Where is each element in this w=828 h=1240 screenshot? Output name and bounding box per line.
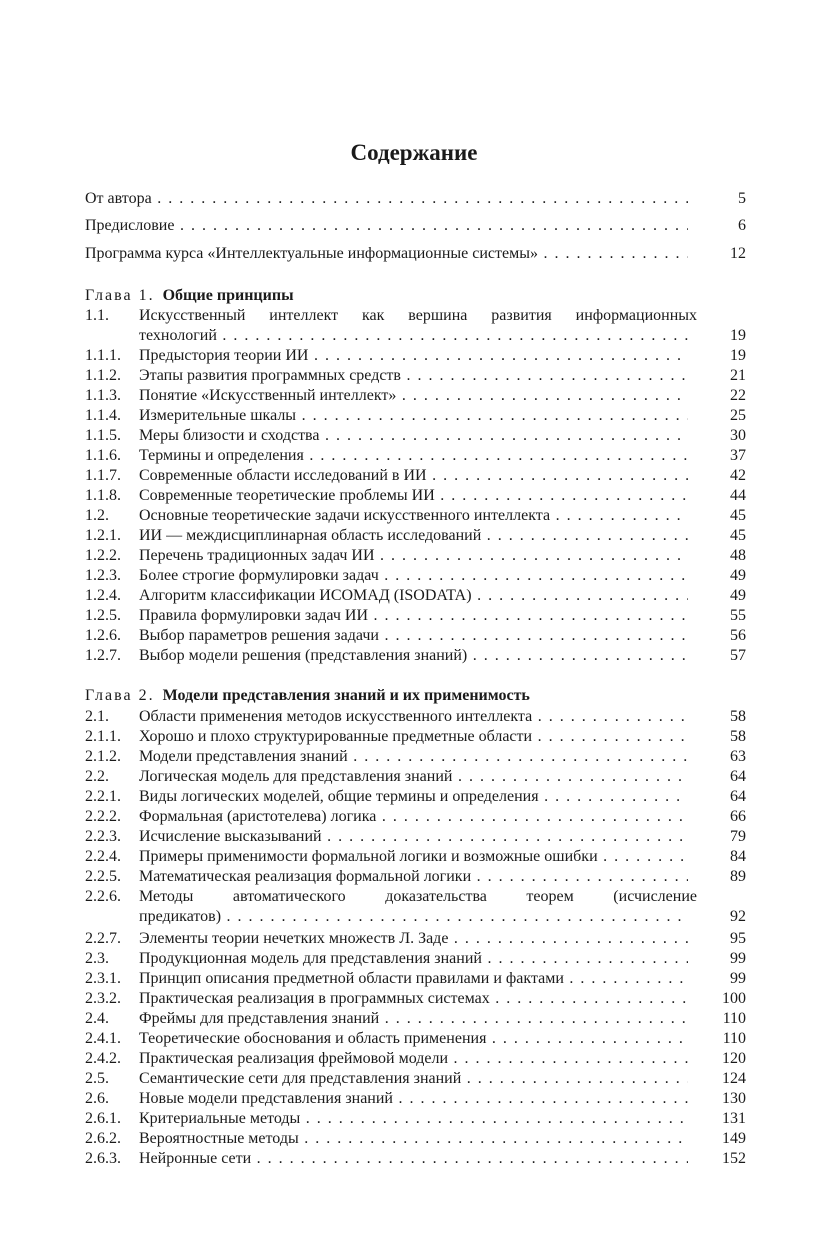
toc-entry-page: 95 [730, 930, 746, 947]
toc-entry-text: Математическая реализация формальной логики . . . [139, 867, 688, 887]
toc-entry[interactable] [85, 386, 746, 406]
toc-entry[interactable] [85, 1089, 746, 1109]
toc-entry-number: 1.1.8. [85, 487, 121, 504]
toc-entry-text: Меры близости и сходства . . . [139, 426, 688, 446]
chapter-title: Модели представления знаний и их применимость [162, 687, 530, 704]
toc-entry[interactable] [85, 989, 746, 1009]
toc-entry-number: 1.1. [85, 307, 109, 324]
toc-entry-page: 48 [730, 547, 746, 564]
toc-entry-text: Виды логических моделей, общие термины и определения . . . [139, 787, 688, 807]
toc-entry-text: Основные теоретические задачи искусственного интеллекта . . . [139, 506, 688, 526]
toc-entry[interactable] [85, 526, 746, 546]
toc-entry-page: 84 [730, 848, 746, 865]
toc-entry-text: Предыстория теории ИИ . . . [139, 346, 688, 366]
toc-entry-text: Предисловие . . . [85, 216, 688, 236]
toc-entry-text: Перечень традиционных задач ИИ . . . [139, 546, 688, 566]
toc-entry-page: 56 [730, 627, 746, 644]
toc-entry-page: 120 [722, 1050, 746, 1067]
toc-entry-text: Продукционная модель для представления знаний . . . [139, 949, 688, 969]
chapter-title: Общие принципы [162, 287, 294, 304]
toc-entry-continuation[interactable] [85, 907, 746, 927]
toc-entry-page: 79 [730, 828, 746, 845]
toc-entry-page: 64 [730, 788, 746, 805]
chapter-1-heading[interactable] [85, 285, 294, 307]
toc-entry-page: 55 [730, 607, 746, 624]
toc-entry-page: 19 [730, 347, 746, 364]
toc-entry-number: 2.6.2. [85, 1130, 121, 1147]
toc-entry[interactable] [85, 1129, 746, 1149]
toc-entry-page: 100 [722, 990, 746, 1007]
toc-entry[interactable] [85, 847, 746, 867]
toc-entry-text: Более строгие формулировки задач . . . [139, 566, 688, 586]
toc-entry[interactable] [85, 827, 746, 847]
toc-entry-number: 2.2.6. [85, 888, 121, 905]
toc-entry-text: Критериальные методы . . . [139, 1109, 688, 1129]
toc-entry-number: 2.3.2. [85, 990, 121, 1007]
toc-entry-text: Принцип описания предметной области правилами и фактами . . . [139, 969, 688, 989]
toc-entry-text-line2: технологий . . . [139, 326, 688, 346]
toc-entry-text: Выбор модели решения (представления знаний) . . . [139, 646, 688, 666]
toc-entry[interactable] [85, 646, 746, 666]
toc-entry-page: 63 [730, 748, 746, 765]
toc-entry-number: 2.3.1. [85, 970, 121, 987]
toc-entry-text: Измерительные шкалы . . . [139, 406, 688, 426]
toc-entry-number: 1.2.5. [85, 607, 121, 624]
toc-entry-number: 1.1.4. [85, 407, 121, 424]
toc-entry[interactable] [85, 366, 746, 386]
toc-entry-text-line1: Методы автоматического доказательства теорем (исчисление [139, 888, 697, 905]
toc-entry-page: 92 [730, 908, 746, 925]
toc-entry-text: Исчисление высказываний . . . [139, 827, 688, 847]
toc-entry-number: 2.2.3. [85, 828, 121, 845]
toc-entry-text: От автора . . . [85, 189, 688, 209]
toc-entry-text: Современные области исследований в ИИ . . . [139, 466, 688, 486]
toc-entry-page: 49 [730, 567, 746, 584]
toc-entry-page: 21 [730, 367, 746, 384]
toc-entry-page: 45 [730, 507, 746, 524]
toc-entry-number: 2.2. [85, 768, 109, 785]
toc-entry-text: Этапы развития программных средств . . . [139, 366, 688, 386]
toc-entry[interactable] [85, 566, 746, 586]
toc-entry-text: Практическая реализация в программных системах . . . [139, 989, 688, 1009]
toc-entry-text: Выбор параметров решения задачи . . . [139, 626, 688, 646]
toc-entry-page: 99 [730, 970, 746, 987]
toc-entry[interactable] [85, 787, 746, 807]
toc-entry-number: 2.4.2. [85, 1050, 121, 1067]
toc-entry-number: 1.2.6. [85, 627, 121, 644]
toc-entry[interactable] [85, 929, 746, 949]
toc-entry-number: 2.2.5. [85, 868, 121, 885]
toc-entry-number: 1.2.1. [85, 527, 121, 544]
toc-entry[interactable] [85, 727, 746, 747]
toc-entry-number: 1.2.4. [85, 587, 121, 604]
toc-entry[interactable] [85, 867, 746, 887]
toc-entry-page: 110 [722, 1010, 746, 1027]
toc-entry[interactable] [85, 1109, 746, 1129]
toc-entry-number: 2.4. [85, 1010, 109, 1027]
toc-entry-number: 1.1.2. [85, 367, 121, 384]
toc-entry-front[interactable] [85, 216, 746, 236]
toc-entry-page: 12 [730, 245, 746, 262]
toc-entry-page: 66 [730, 808, 746, 825]
toc-entry-text: Семантические сети для представления знаний . . . [139, 1069, 688, 1089]
toc-entry[interactable] [85, 1049, 746, 1069]
toc-entry[interactable] [85, 426, 746, 446]
toc-entry[interactable] [85, 446, 746, 466]
toc-entry-number: 2.2.1. [85, 788, 121, 805]
toc-entry-front[interactable] [85, 189, 746, 209]
toc-entry[interactable] [85, 807, 746, 827]
toc-entry-number: 2.2.4. [85, 848, 121, 865]
toc-entry-number: 1.1.6. [85, 447, 121, 464]
toc-entry-text: Понятие «Искусственный интеллект» . . . [139, 386, 688, 406]
toc-entry-text: Вероятностные методы . . . [139, 1129, 688, 1149]
toc-entry-text: Элементы теории нечетких множеств Л. Заде . . . [139, 929, 688, 949]
toc-entry-text: Хорошо и плохо структурированные предметные области . . . [139, 727, 688, 747]
toc-entry-text: Алгоритм классификации ИСОМАД (ISODATA) . . . [139, 586, 688, 606]
toc-entry[interactable] [85, 707, 746, 727]
toc-entry[interactable] [85, 1149, 746, 1169]
toc-entry-number: 1.2.2. [85, 547, 121, 564]
toc-entry-text: Правила формулировки задач ИИ . . . [139, 606, 688, 626]
toc-entry-page: 58 [730, 728, 746, 745]
chapter-label: Глава 1. [85, 287, 155, 304]
toc-entry-text: Новые модели представления знаний . . . [139, 1089, 688, 1109]
toc-entry-page: 130 [722, 1090, 746, 1107]
toc-entry[interactable] [85, 606, 746, 626]
toc-entry-number: 1.1.7. [85, 467, 121, 484]
toc-entry-continuation[interactable] [85, 326, 746, 346]
toc-entry-page: 45 [730, 527, 746, 544]
toc-entry-text: Теоретические обоснования и область применения . . . [139, 1029, 688, 1049]
toc-entry-number: 2.6. [85, 1090, 109, 1107]
toc-entry[interactable] [85, 949, 746, 969]
toc-entry-page: 64 [730, 768, 746, 785]
toc-entry-number: 2.6.1. [85, 1110, 121, 1127]
toc-entry-text: Современные теоретические проблемы ИИ . . . [139, 486, 688, 506]
toc-entry-page: 6 [738, 217, 746, 234]
toc-entry-number: 2.6.3. [85, 1150, 121, 1167]
toc-entry-text: Примеры применимости формальной логики и возможные ошибки . . . [139, 847, 688, 867]
toc-entry[interactable] [85, 626, 746, 646]
toc-entry-number: 2.2.2. [85, 808, 121, 825]
toc-entry[interactable] [85, 747, 746, 767]
toc-entry-page: 99 [730, 950, 746, 967]
toc-entry[interactable] [85, 546, 746, 566]
toc-entry[interactable] [85, 486, 746, 506]
toc-entry-text: Формальная (аристотелева) логика . . . [139, 807, 688, 827]
toc-entry-page: 25 [730, 407, 746, 424]
toc-entry[interactable] [85, 767, 746, 787]
toc-entry-text: Логическая модель для представления знаний . . . [139, 767, 688, 787]
toc-entry[interactable] [85, 506, 746, 526]
toc-entry-text: Фреймы для представления знаний . . . [139, 1009, 688, 1029]
chapter-label: Глава 2. [85, 687, 155, 704]
toc-entry-text: Нейронные сети . . . [139, 1149, 688, 1169]
toc-entry-page: 49 [730, 587, 746, 604]
toc-entry-page: 57 [730, 647, 746, 664]
toc-entry-page: 149 [722, 1130, 746, 1147]
toc-entry-page: 124 [722, 1070, 746, 1087]
toc-entry-number: 1.1.5. [85, 427, 121, 444]
page-title: Содержание [350, 140, 478, 165]
toc-entry-number: 2.1.2. [85, 748, 121, 765]
toc-entry-page: 89 [730, 868, 746, 885]
toc-entry-page: 58 [730, 708, 746, 725]
toc-entry-number: 1.2.3. [85, 567, 121, 584]
toc-entry-number: 2.1.1. [85, 728, 121, 745]
toc-entry-number: 2.1. [85, 708, 109, 725]
toc-entry[interactable] [85, 406, 746, 426]
toc-entry[interactable] [85, 1009, 746, 1029]
toc-entry[interactable] [85, 586, 746, 606]
toc-entry-text: Термины и определения . . . [139, 446, 688, 466]
toc-entry-number: 2.5. [85, 1070, 109, 1087]
toc-entry-number: 2.4.1. [85, 1030, 121, 1047]
toc-entry-page: 30 [730, 427, 746, 444]
toc-entry-text: Модели представления знаний . . . [139, 747, 688, 767]
toc-entry-number: 1.2.7. [85, 647, 121, 664]
toc-entry-text-line1: Искусственный интеллект как вершина развития информационных [139, 307, 697, 324]
toc-entry-text: Программа курса «Интеллектуальные информационные системы» . . . [85, 244, 688, 264]
toc-entry-front[interactable] [85, 244, 746, 264]
toc-entry-page: 5 [738, 190, 746, 207]
chapter-2-heading[interactable] [85, 685, 530, 707]
toc-entry[interactable] [85, 346, 746, 366]
toc-entry-page: 44 [730, 487, 746, 504]
toc-entry-number: 1.2. [85, 507, 109, 524]
toc-entry-page: 22 [730, 387, 746, 404]
toc-entry[interactable] [85, 969, 746, 989]
toc-entry[interactable] [85, 1029, 746, 1049]
toc-entry-page: 42 [730, 467, 746, 484]
toc-entry-number: 2.3. [85, 950, 109, 967]
toc-entry-page: 19 [730, 327, 746, 344]
toc-entry-number: 1.1.3. [85, 387, 121, 404]
toc-entry-page: 110 [722, 1030, 746, 1047]
toc-entry[interactable] [85, 466, 746, 486]
toc-entry-text: Практическая реализация фреймовой модели . . . [139, 1049, 688, 1069]
toc-entry[interactable] [85, 1069, 746, 1089]
toc-entry-number: 2.2.7. [85, 930, 121, 947]
toc-entry-page: 131 [722, 1110, 746, 1127]
toc-entry-number: 1.1.1. [85, 347, 121, 364]
toc-entry-text-line2: предикатов) . . . [139, 907, 688, 927]
toc-entry-text: Области применения методов искусственного интеллекта . . . [139, 707, 688, 727]
toc-entry-text: ИИ — междисциплинарная область исследований . . . [139, 526, 688, 546]
toc-entry-page: 37 [730, 447, 746, 464]
toc-entry-page: 152 [722, 1150, 746, 1167]
